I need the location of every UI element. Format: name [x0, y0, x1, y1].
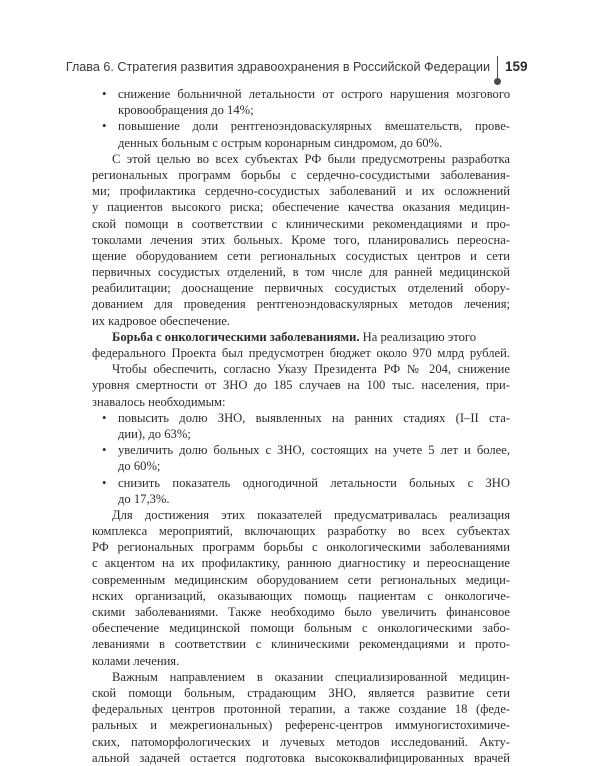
paragraph-line: РФ региональных программ борьбы с онкологическими заболеваниями	[92, 540, 510, 555]
paragraph-line: С этой целью во всех субъектах РФ были предусмотрены разработка	[112, 151, 510, 166]
bullet-item-line: денных больным с острым коронарным синдромом, до 60%.	[118, 135, 443, 150]
bullet-item-line: кровообращения до 14%;	[118, 103, 254, 118]
section-heading-inline: Борьба с онкологическими заболеваниями.	[112, 329, 360, 344]
paragraph-line: современным медицинским оборудованием сети региональных медици-	[92, 572, 510, 587]
page-number: 159	[505, 59, 528, 74]
paragraph-line: Важным направлением в оказании специализированной медицин-	[112, 669, 510, 684]
header-divider	[497, 56, 498, 80]
header-dot-ornament	[494, 78, 501, 85]
paragraph-line: с акцентом на их профилактику, раннюю диагностику и переоснащение	[92, 556, 510, 571]
paragraph-line: ми; профилактика сердечно-сосудистых заболеваний и их осложнений	[92, 184, 510, 199]
paragraph-line: нских организаций, оказывающих помощь пациентам с онкологиче-	[92, 588, 510, 603]
bullet-item-line: • повысить долю ЗНО, выявленных на ранних стадиях (I–II ста-	[102, 410, 510, 425]
paragraph-line: скими заболеваниями. Также необходимо было увеличить финансовое	[92, 605, 510, 619]
paragraph-line: леваниями в соответствии с клиническими рекомендациями и прото-	[92, 637, 510, 652]
bullet-marker: •	[102, 410, 107, 425]
paragraph-line: щение оборудованием сети региональных сосудистых центров и сети	[92, 248, 510, 263]
bullet-item-line: • снижение больничной летальности от острого нарушения мозгового	[102, 87, 510, 101]
bullet-item-line: • увеличить долю больных с ЗНО, состоящих на учете 5 лет и более,	[102, 443, 510, 458]
paragraph-line: региональных программ борьбы с сердечно-сосудистыми заболевания-	[92, 167, 510, 182]
paragraph-line: ских, патоморфологических и лучевых методов исследований. Акту-	[92, 734, 510, 749]
paragraph-line: знавалось необходимым:	[92, 394, 226, 409]
paragraph-line: дованием для проведения рентгеноэндоваскулярных методов лечения;	[92, 297, 510, 312]
paragraph-line: комплекса мероприятий, включающих разработку во всех субъектах	[92, 524, 510, 539]
paragraph-line: ральных и межрегиональных) референс-центров иммуногистохимиче-	[92, 718, 510, 733]
bullet-marker: •	[102, 119, 107, 134]
bullet-marker: •	[102, 475, 107, 490]
bullet-item-line: до 60%;	[118, 459, 161, 474]
paragraph-line: обеспечение медицинской помощи больным с онкологическими забо-	[92, 621, 510, 636]
bullet-item-line: • повышение доли рентгеноэндоваскулярных вмешательств, прове-	[102, 119, 510, 134]
bullet-marker: •	[102, 87, 107, 101]
paragraph-line: их кадровое обеспечение.	[92, 313, 230, 328]
running-title: Глава 6. Стратегия развития здравоохранения в Российской Федерации	[65, 60, 490, 74]
paragraph-line: Борьба с онкологическими заболеваниями. На реализацию этого	[112, 329, 477, 344]
bullet-item-line: до 17,3%.	[118, 491, 170, 506]
paragraph-line: колами лечения.	[92, 653, 180, 668]
paragraph-line: ской помощи в соответствии с клиническими рекомендациями и про-	[92, 216, 510, 231]
paragraph-line: федеральных центров протонной терапии, а также создание 18 (феде-	[92, 702, 510, 717]
paragraph-line: ской помощи больным, страдающим ЗНО, является развитие сети	[92, 685, 510, 700]
bullet-item-line: • снизить показатель одногодичной летальности больных с ЗНО	[102, 475, 510, 490]
paragraph-line: токолами лечения этих больных. Кроме того, планировались переосна-	[92, 232, 510, 247]
paragraph-line: реабилитации; дооснащение первичных сосудистых отделений обору-	[92, 281, 510, 296]
page-header	[0, 56, 600, 82]
paragraph-line: альной задачей остается подготовка высококвалифицированных врачей	[92, 750, 510, 765]
paragraph-line: Чтобы обеспечить, согласно Указу Президента РФ № 204, снижение	[112, 362, 510, 377]
paragraph-line: у пациентов высокого риска; обеспечение качества оказания медицин-	[92, 200, 510, 215]
paragraph-line: Для достижения этих показателей предусматривалась реализация	[112, 507, 510, 522]
bullet-marker: •	[102, 443, 107, 458]
paragraph-line: первичных сосудистых отделений, в том числе для ранней медицинской	[92, 265, 510, 280]
bullet-item-line: дии), до 63%;	[118, 426, 191, 441]
paragraph-line: уровня смертности от ЗНО до 185 случаев на 100 тыс. населения, при-	[92, 378, 510, 393]
paragraph-line: федерального Проекта был предусмотрен бюджет около 970 млрд рублей.	[92, 346, 510, 360]
body-text	[92, 86, 510, 766]
